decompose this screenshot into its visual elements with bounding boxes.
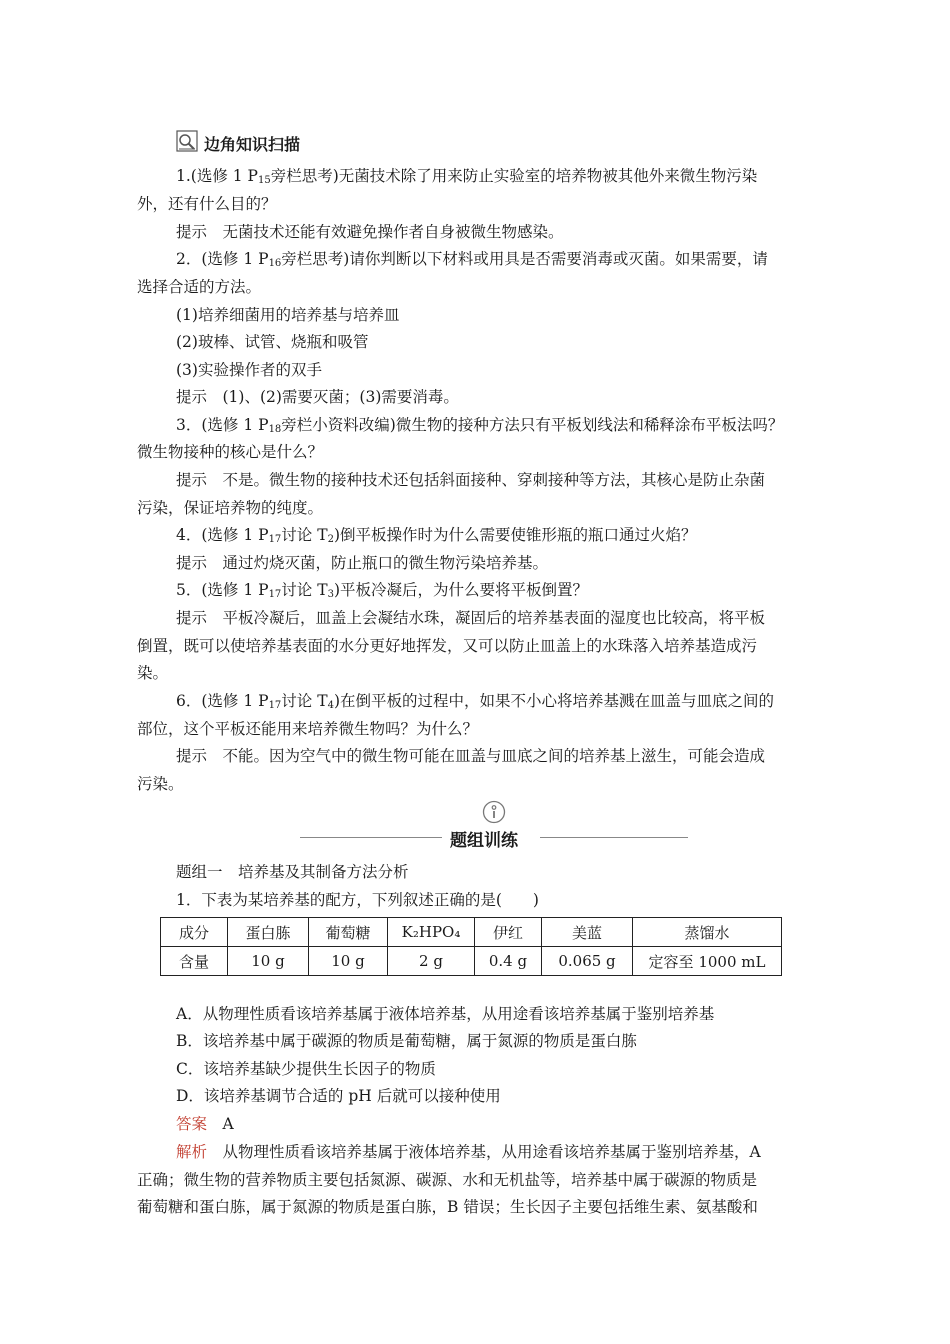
hint-2: 提示 (1)、(2)需要灭菌；(3)需要消毒。 — [176, 388, 459, 406]
q3-text: 3．(选修 1 P — [176, 416, 269, 434]
answer-label: 答案 — [176, 1115, 208, 1133]
hint-3-line2: 污染，保证培养物的纯度。 — [137, 499, 324, 517]
table-cell: 含量 — [161, 947, 228, 976]
table-cell: 0.4 g — [475, 947, 542, 976]
q4-text-b: 讨论 T — [281, 526, 328, 544]
question-1 — [176, 166, 757, 191]
hint-6-line2: 污染。 — [137, 775, 184, 793]
section-divider — [300, 798, 688, 854]
divider-rule-left — [300, 837, 442, 838]
table-cell: 美蓝 — [542, 918, 633, 947]
hint-4: 提示 通过灼烧灭菌，防止瓶口的微生物污染培养基。 — [176, 554, 549, 572]
option-b: B．该培养基中属于碳源的物质是葡萄糖，属于氮源的物质是蛋白胨 — [176, 1032, 637, 1050]
question-2-line2: 选择合适的方法。 — [137, 278, 262, 296]
q4-text: 4．(选修 1 P — [176, 526, 269, 544]
q5-text: 5．(选修 1 P — [176, 581, 269, 599]
q1-text: 1.(选修 1 P — [176, 167, 258, 185]
q5-subscript: 17 — [268, 589, 282, 600]
analysis-line-2: 正确；微生物的营养物质主要包括氮源、碳源、水和无机盐等，培养基中属于碳源的物质是 — [137, 1171, 758, 1189]
q2-item-2: (2)玻棒、试管、烧瓶和吸管 — [176, 333, 369, 351]
hint-5-line3: 染。 — [137, 664, 169, 682]
info-badge-icon — [482, 800, 506, 828]
question-3-line2: 微生物接种的核心是什么？ — [137, 443, 324, 461]
q4-text-cont: )倒平板操作时为什么需要使锥形瓶的瓶口通过火焰？ — [333, 526, 697, 544]
q5-text-b: 讨论 T — [281, 581, 328, 599]
analysis-text-1: 从物理性质看该培养基属于液体培养基，从用途看该培养基属于鉴别培养基，A — [222, 1143, 761, 1161]
q3-text-cont: 旁栏小资料改编)微生物的接种方法只有平板划线法和稀释涂布平板法吗？ — [281, 416, 784, 434]
table-cell: K₂HPO₄ — [388, 918, 475, 947]
option-a: A．从物理性质看该培养基属于液体培养基，从用途看该培养基属于鉴别培养基 — [176, 1005, 715, 1023]
q1-text-cont: 旁栏思考)无菌技术除了用来防止实验室的培养物被其他外来微生物污染 — [270, 167, 758, 185]
question-2 — [176, 249, 768, 274]
divider-rule-right — [540, 837, 688, 838]
exercise-1-question: 1．下表为某培养基的配方，下列叙述正确的是( ) — [176, 891, 539, 909]
q4-subscript-2: 2 — [327, 534, 334, 545]
q5-text-cont: )平板冷凝后，为什么要将平板倒置？ — [333, 581, 588, 599]
question-1-line2: 外，还有什么目的？ — [137, 195, 277, 213]
q6-subscript: 17 — [268, 700, 282, 711]
section-title: 边角知识扫描 — [204, 134, 301, 154]
table-cell: 10 g — [309, 947, 388, 976]
table-cell: 2 g — [388, 947, 475, 976]
q2-item-3: (3)实验操作者的双手 — [176, 361, 322, 379]
table-cell: 定容至 1000 mL — [633, 947, 782, 976]
q2-subscript: 16 — [268, 258, 282, 269]
table-cell: 伊红 — [475, 918, 542, 947]
table-cell: 蒸馏水 — [633, 918, 782, 947]
q2-text-cont: 旁栏思考)请你判断以下材料或用具是否需要消毒或灭菌。如果需要，请 — [281, 250, 768, 268]
q6-subscript-2: 4 — [327, 700, 334, 711]
table-cell: 蛋白胨 — [228, 918, 309, 947]
recipe-table — [160, 917, 782, 976]
table-row — [161, 918, 782, 947]
q4-subscript: 17 — [268, 534, 282, 545]
table-cell: 10 g — [228, 947, 309, 976]
q5-subscript-2: 3 — [327, 589, 334, 600]
hint-5-line2: 倒置，既可以使培养基表面的水分更好地挥发，又可以防止皿盖上的水珠落入培养基造成污 — [137, 637, 758, 655]
answer-value: A — [222, 1115, 234, 1133]
hint-3: 提示 不是。微生物的接种技术还包括斜面接种、穿刺接种等方法，其核心是防止杂菌 — [176, 471, 766, 489]
analysis-line-1 — [176, 1142, 761, 1162]
analysis-label: 解析 — [176, 1143, 208, 1161]
q6-text: 6．(选修 1 P — [176, 692, 269, 710]
question-6-line2: 部位，这个平板还能用来培养微生物吗？为什么？ — [137, 720, 479, 738]
hint-6: 提示 不能。因为空气中的微生物可能在皿盖与皿底之间的培养基上滋生，可能会造成 — [176, 747, 766, 765]
scan-icon — [176, 130, 198, 156]
divider-title: 题组训练 — [450, 831, 518, 851]
table-row — [161, 947, 782, 976]
question-6 — [176, 691, 774, 716]
analysis-line-3: 葡萄糖和蛋白胨，属于氮源的物质是蛋白胨，B 错误；生长因子主要包括维生素、氨基酸和 — [137, 1198, 758, 1216]
hint-5: 提示 平板冷凝后，皿盖上会凝结水珠，凝固后的培养基表面的湿度也比较高，将平板 — [176, 609, 766, 627]
hint-1: 提示 无菌技术还能有效避免操作者自身被微生物感染。 — [176, 223, 564, 241]
q3-subscript: 18 — [268, 424, 282, 435]
section-header — [176, 130, 300, 156]
q6-text-b: 讨论 T — [281, 692, 328, 710]
question-5 — [176, 580, 588, 605]
table-cell: 成分 — [161, 918, 228, 947]
q2-text: 2．(选修 1 P — [176, 250, 269, 268]
q1-subscript: 15 — [257, 175, 271, 186]
option-d: D．该培养基调节合适的 pH 后就可以接种使用 — [176, 1087, 501, 1105]
question-4 — [176, 525, 697, 550]
group-heading: 题组一 培养基及其制备方法分析 — [176, 863, 409, 881]
table-cell: 葡萄糖 — [309, 918, 388, 947]
table-cell: 0.065 g — [542, 947, 633, 976]
question-3 — [176, 415, 783, 440]
option-c: C．该培养基缺少提供生长因子的物质 — [176, 1060, 436, 1078]
q2-item-1: (1)培养细菌用的培养基与培养皿 — [176, 306, 400, 324]
answer-line — [176, 1114, 234, 1134]
q6-text-cont: )在倒平板的过程中，如果不小心将培养基溅在皿盖与皿底之间的 — [333, 692, 774, 710]
